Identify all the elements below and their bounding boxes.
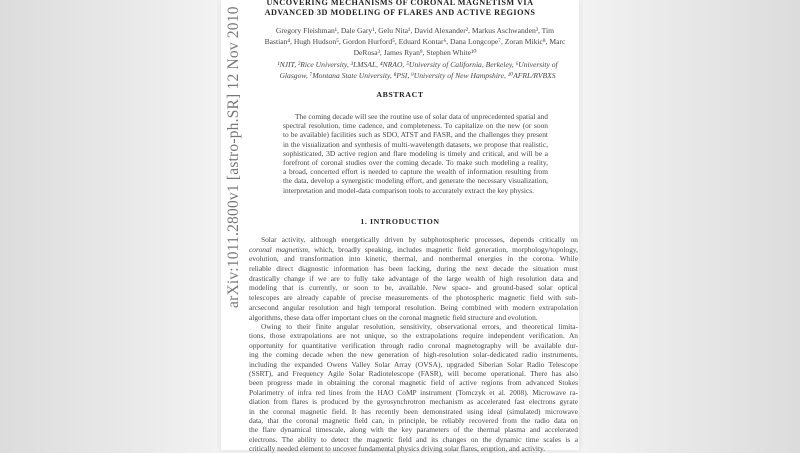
abstract-heading: ABSTRACT (376, 90, 424, 99)
text-line: tions, those extrapolations are not unique, so the extrapolations require independent verification. An (249, 331, 578, 341)
author-line: Bastian⁴, Hugh Hudson⁵, Gordon Hurford⁵, Eduard Kontar⁶, Dana Longcope⁷, Zoran Mikic⁸, Marc (264, 37, 566, 46)
text-line: reliable direct diagnostic information has been lacking, during the next decade the situation must (249, 264, 578, 274)
abstract-text (283, 112, 548, 195)
text-line: arcsecond angular resolution and high temporal resolution. Being combined with modern extrapolation (249, 302, 578, 312)
text-line: critically needed element to uncover fundamental physics driving solar flares, eruption, and activity. (249, 444, 546, 453)
text-line: electrons. The ability to detect the magnetic field and its changes on the dynamic time scales is a (249, 434, 578, 444)
section-heading: 1. INTRODUCTION (360, 217, 440, 226)
text-line: algorithms, these data offer important clues on the coronal magnetic field structure and evolution. (249, 312, 538, 322)
text-line: (SSRT), and Frequency Agile Solar Radiotelescope (FASR), will become operational. There has also (249, 368, 578, 378)
text-line: diation from flares is produced by the gyrosynchrotron mechanism as accelerated fast electrons gyrate (249, 397, 578, 407)
title-line: UNCOVERING MECHANISMS OF CORONAL MAGNETISM VIA (266, 0, 534, 7)
text-line: including the expanded Owens Valley Solar Array (OVSA), upgraded Siberian Solar Radio Telescope (249, 359, 578, 369)
author-list (250, 25, 580, 58)
text-line: Owing to their finite angular resolution, sensitivity, observational errors, and theoretical limita- (261, 322, 578, 331)
affiliation-line: ¹NJIT, ²Rice University, ³LMSAL, ⁴NRAO, ⁵University of California, Berkeley, ⁶University of (277, 60, 558, 69)
intro-paragraph-2 (249, 322, 578, 453)
text-line: interpretation and model-data comparison tools to accurately extract the key physics. (283, 185, 534, 195)
text-line: a broad, concerted effort is needed to capture the wealth of information resulting from (283, 167, 548, 177)
affiliation-line: Glasgow, ⁷Montana State University, ⁸PSI, ⁹University of New Hampshire, ¹⁰AFRL/RVBXS (279, 71, 556, 80)
text-line: modeling that is currently, or soon to be, available. New space- and ground-based solar optical (249, 283, 578, 293)
text-line: the flare dynamical timescale, along with the key parameters of the thermal plasma and accelerated (249, 425, 578, 435)
paper-title (221, 0, 579, 18)
author-line: DeRosa³, James Ryan⁹, Stephen White¹⁰ (353, 48, 477, 57)
text-line: been progress made in obtaining the coronal magnetic field of active regions from advanced Stokes (249, 378, 578, 388)
text-line: opportunity for quantitative verification through radio coronal magnetography will be available dur- (249, 340, 578, 350)
author-line: Gregory Fleishman¹, Dale Gary¹, Gelu Nita¹, David Alexander², Markus Aschwanden³, Tim (275, 26, 555, 35)
arxiv-identifier: arXiv:1011.2800v1 [astro-ph.SR] 12 Nov 2010 (225, 6, 242, 308)
text-line: sophisticated, 3D active region and flare modeling is timely and critical, and will be a (283, 148, 548, 158)
text-line: Solar activity, although energetically driven by subphotospheric processes, depends critically on (261, 235, 578, 244)
text-line: in the coronal magnetic field. It has recently been demonstrated using ideal (simulated) microwave (249, 406, 578, 416)
text-line: evolution, and transformation into kinetic, thermal, and nonthermal energies in the corona. While (249, 254, 578, 264)
title-line: ADVANCED 3D MODELING OF FLARES AND ACTIVE REGIONS (264, 8, 536, 17)
text-line: Polarimetry of infra red lines from the HAO CoMP instrument (Tomczyk et al. 2008). Microwave ra- (249, 387, 578, 397)
text-line: data, that the coronal magnetic field can, in principle, be reliably recovered from the radio data on (249, 415, 578, 425)
text-line: in the visualization and synthesis of multi-wavelength datasets, we propose that realistic, (283, 139, 548, 149)
intro-paragraph-1 (249, 235, 578, 322)
text-line: coronal magnetism, which, broadly speaking, includes magnetic field generation, morphology/topology, (249, 244, 578, 254)
affiliations (255, 59, 580, 81)
text-line: forefront of coronal studies over the coming decade. To make such modeling a reality, (283, 157, 548, 167)
text-line: telescopes are already capable of precise measurements of the photospheric magnetic field with sub- (249, 293, 578, 303)
text-line: to be available) facilities such as SDO, ATST and FASR, and the challenges they present (283, 130, 548, 140)
text-line: drastically change if we are to fully take advantage of the large wealth of high resolution data and (249, 273, 578, 283)
text-line: the data, develop a synergistic modeling effort, and generate the necessary visualization, (283, 176, 548, 186)
text-line: The coming decade will see the routine use of solar data of unprecedented spatial and (295, 112, 548, 121)
text-line: spectral resolution, time cadence, and completeness. To capitalize on the new (or soon (283, 121, 548, 131)
text-line: ing the coming decade when the new generation of high-resolution solar-dedicated radio instruments, (249, 350, 578, 360)
